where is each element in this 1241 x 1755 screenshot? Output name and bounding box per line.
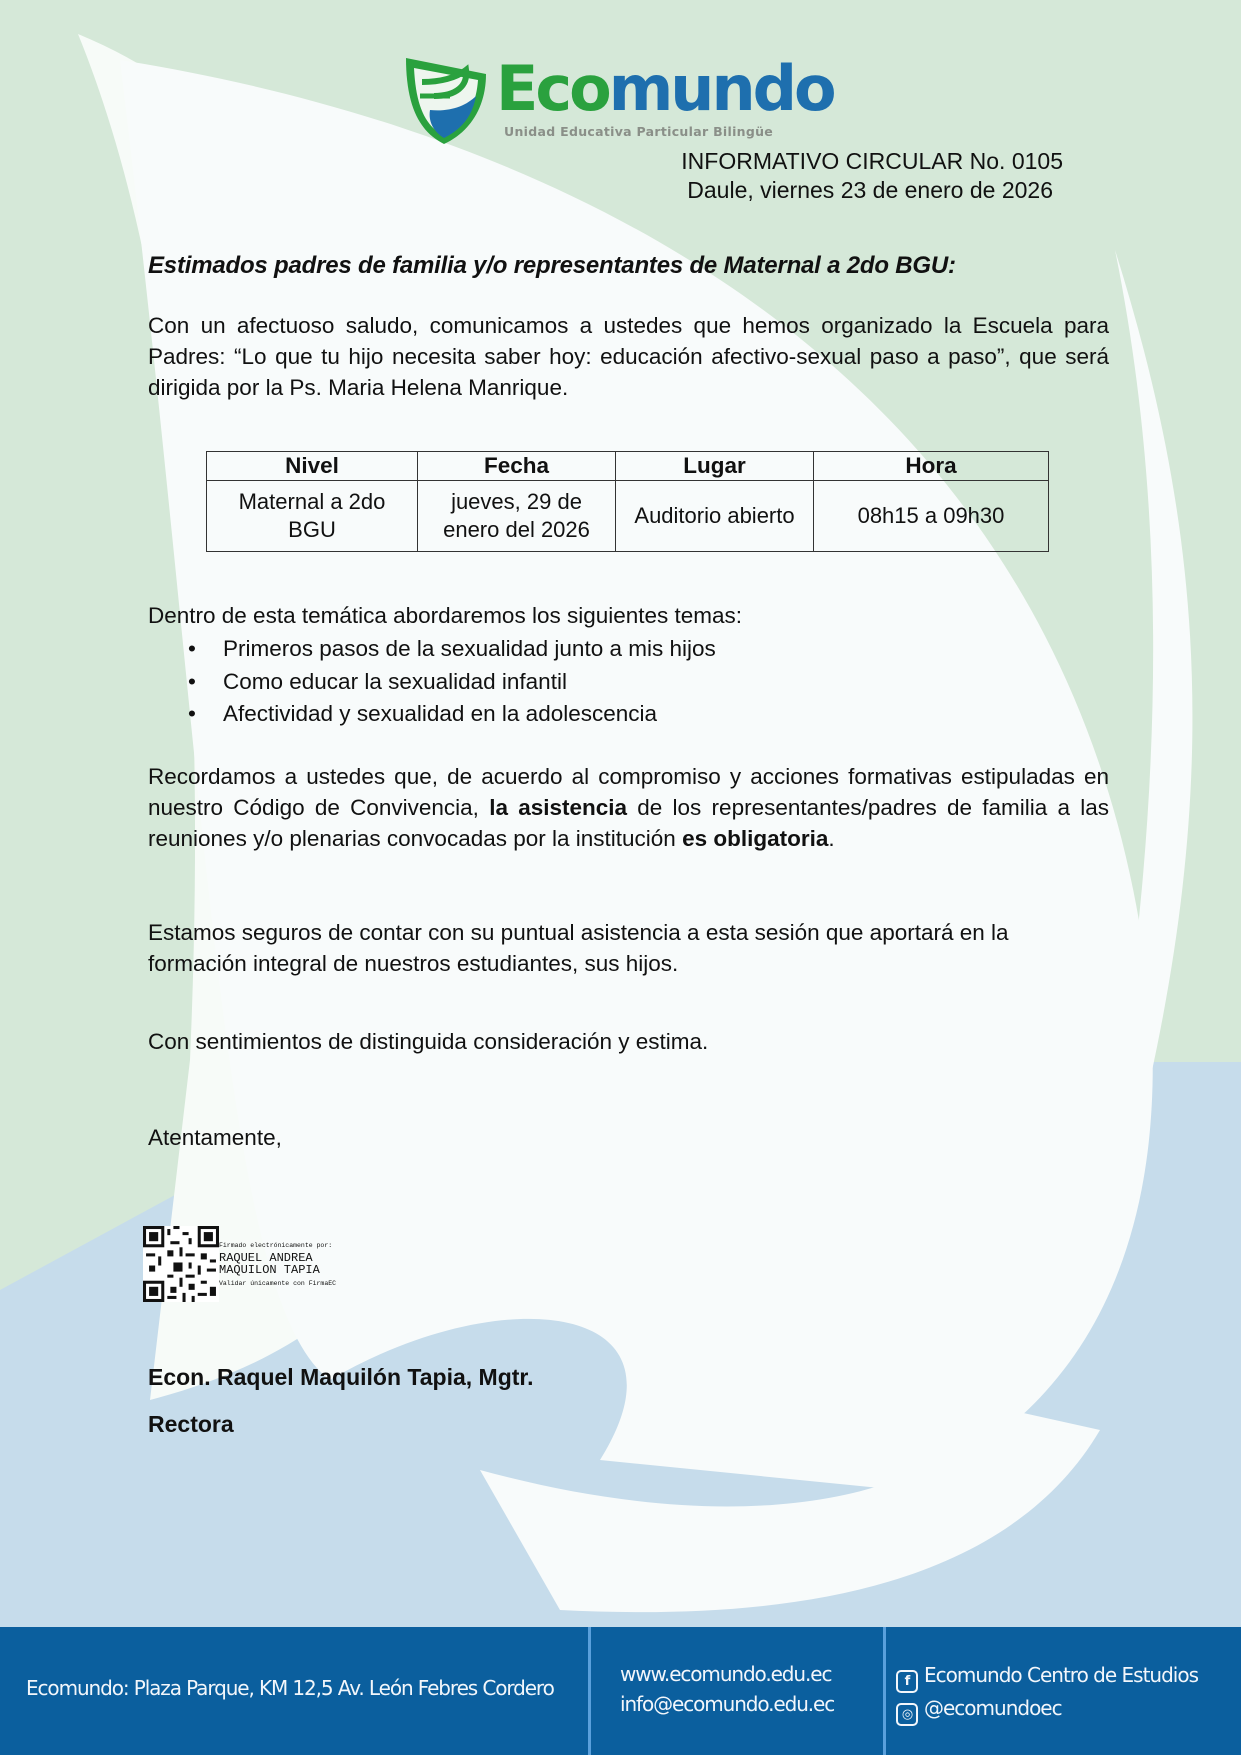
cell-hora: 08h15 a 09h30 <box>814 481 1049 552</box>
footer-social <box>896 1660 1198 1726</box>
shield-leaf-icon <box>400 52 492 147</box>
facebook-link[interactable]: f Ecomundo Centro de Estudios <box>896 1660 1198 1693</box>
cell-lugar: Auditorio abierto <box>616 481 814 552</box>
table-header-row <box>207 452 1049 481</box>
header-hora: Hora <box>814 452 1049 481</box>
footer-contact <box>620 1659 834 1719</box>
footer-divider <box>588 1627 591 1755</box>
emphasis-mandatory: es obligatoria <box>682 826 829 851</box>
emphasis-attendance: la asistencia <box>489 795 628 820</box>
reminder-paragraph: Recordamos a ustedes que, de acuerdo al compromiso y acciones formativas estipuladas en nuestro Código de Convivencia, la asistencia de los representantes/padres de familia a las reuniones y/o plenarias convocadas por la institución es obligatoria. <box>148 764 1110 851</box>
list-item: • Afectividad y sexualidad en la adolescencia <box>148 698 716 731</box>
website-link[interactable]: www.ecomundo.edu.ec <box>620 1662 832 1686</box>
signer-name: Econ. Raquel Maquilón Tapia, Mgtr. <box>148 1364 534 1390</box>
logo-subtitle: Unidad Educativa Particular Bilingüe <box>504 124 774 139</box>
bullet-icon: • <box>188 668 196 694</box>
header-fecha: Fecha <box>418 452 616 481</box>
list-item: • Primeros pasos de la sexualidad junto a mis hijos <box>148 633 716 666</box>
signed-by-label: Firmado electrónicamente por: <box>219 1242 333 1249</box>
event-table <box>206 451 1049 552</box>
footer <box>0 1627 1241 1755</box>
regards-line: Con sentimientos de distinguida consideración y estima. <box>148 1029 709 1054</box>
email-link[interactable]: info@ecomundo.edu.ec <box>620 1692 835 1716</box>
topics-list <box>148 633 716 731</box>
e-signature-text <box>219 1240 336 1290</box>
signature-qr-code[interactable] <box>143 1226 219 1302</box>
facebook-icon: f <box>896 1670 918 1693</box>
logo-wordmark: Ecomundo <box>496 52 834 125</box>
header-nivel: Nivel <box>207 452 418 481</box>
circular-number: INFORMATIVO CIRCULAR No. 0105 <box>681 148 1063 174</box>
sign-off: Atentamente, <box>148 1125 282 1150</box>
cell-fecha: jueves, 29 de enero del 2026 <box>418 481 616 552</box>
signer-name-line1: RAQUEL ANDREA <box>219 1251 313 1265</box>
topics-intro: Dentro de esta temática abordaremos los siguientes temas: <box>148 603 743 628</box>
footer-address: Ecomundo: Plaza Parque, KM 12,5 Av. León Febres Cordero <box>26 1676 554 1700</box>
footer-divider <box>883 1627 886 1755</box>
table-row <box>207 481 1049 552</box>
intro-paragraph: Con un afectuoso saludo, comunicamos a ustedes que hemos organizado la Escuela para Padres: “Lo que tu hijo necesita saber hoy: educación afectivo-sexual paso a paso”, que será dirigida por la Ps. Maria Helena Manrique. <box>148 313 1109 400</box>
ecomundo-logo <box>400 52 834 147</box>
instagram-icon: ◎ <box>896 1703 918 1726</box>
header-lugar: Lugar <box>616 452 814 481</box>
signer-role: Rectora <box>148 1411 234 1437</box>
bullet-icon: • <box>188 636 196 661</box>
instagram-link[interactable]: ◎ @ecomundoec <box>896 1693 1198 1726</box>
signer-name-line2: MAQUILON TAPIA <box>219 1263 320 1277</box>
validate-note: Validar únicamente con FirmaEC <box>219 1280 337 1287</box>
list-item: • Como educar la sexualidad infantil <box>148 666 716 699</box>
place-date: Daule, viernes 23 de enero de 2026 <box>687 177 1053 203</box>
salutation: Estimados padres de familia y/o representantes de Maternal a 2do BGU: <box>148 252 956 279</box>
cell-nivel: Maternal a 2do BGU <box>207 481 418 552</box>
closing-paragraph: Estamos seguros de contar con su puntual asistencia a esta sesión que aportará en la formación integral de nuestros estudiantes, sus hijos. <box>148 920 1009 976</box>
bullet-icon: • <box>188 701 196 726</box>
